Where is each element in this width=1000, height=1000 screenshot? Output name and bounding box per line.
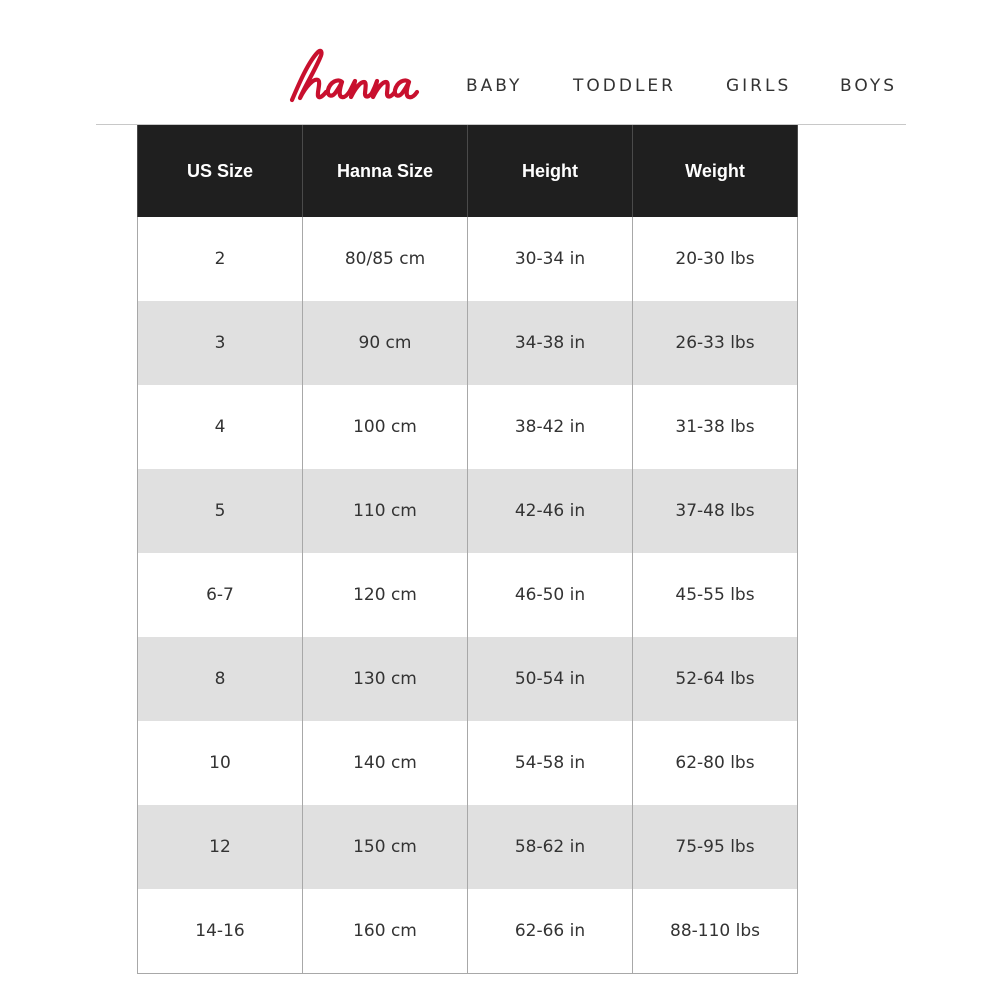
column-header-hanna-size: Hanna Size: [303, 125, 468, 217]
us-size-cell: 6-7: [138, 553, 303, 637]
category-nav: [0, 74, 1000, 100]
hanna-size-cell: 90 cm: [303, 301, 468, 385]
us-size-cell: 10: [138, 721, 303, 805]
hanna-size-cell: 130 cm: [303, 637, 468, 721]
nav-item-girls[interactable]: GIRLS: [726, 76, 792, 96]
nav-item-baby[interactable]: BABY: [466, 76, 523, 96]
weight-cell: 62-80 lbs: [633, 721, 798, 805]
size-chart-table: [137, 125, 798, 974]
weight-cell: 31-38 lbs: [633, 385, 798, 469]
us-size-cell: 8: [138, 637, 303, 721]
table-row: [138, 385, 798, 469]
us-size-cell: 2: [138, 217, 303, 301]
weight-cell: 20-30 lbs: [633, 217, 798, 301]
us-size-cell: 12: [138, 805, 303, 889]
hanna-size-cell: 110 cm: [303, 469, 468, 553]
height-cell: 54-58 in: [468, 721, 633, 805]
table-row: [138, 217, 798, 301]
table-row: [138, 721, 798, 805]
table-row: [138, 637, 798, 721]
table-row: [138, 301, 798, 385]
weight-cell: 75-95 lbs: [633, 805, 798, 889]
nav-item-toddler[interactable]: TODDLER: [573, 76, 676, 96]
weight-cell: 26-33 lbs: [633, 301, 798, 385]
column-header-weight: Weight: [633, 125, 798, 217]
us-size-cell: 5: [138, 469, 303, 553]
column-header-us-size: US Size: [138, 125, 303, 217]
hanna-size-cell: 160 cm: [303, 889, 468, 974]
weight-cell: 52-64 lbs: [633, 637, 798, 721]
weight-cell: 37-48 lbs: [633, 469, 798, 553]
weight-cell: 45-55 lbs: [633, 553, 798, 637]
height-cell: 62-66 in: [468, 889, 633, 974]
hanna-size-cell: 120 cm: [303, 553, 468, 637]
table-row: [138, 889, 798, 974]
height-cell: 38-42 in: [468, 385, 633, 469]
height-cell: 30-34 in: [468, 217, 633, 301]
hanna-size-cell: 150 cm: [303, 805, 468, 889]
height-cell: 42-46 in: [468, 469, 633, 553]
hanna-size-cell: 140 cm: [303, 721, 468, 805]
height-cell: 46-50 in: [468, 553, 633, 637]
weight-cell: 88-110 lbs: [633, 889, 798, 974]
us-size-cell: 3: [138, 301, 303, 385]
table-header-row: [138, 125, 798, 217]
us-size-cell: 4: [138, 385, 303, 469]
hanna-size-cell: 80/85 cm: [303, 217, 468, 301]
table-row: [138, 805, 798, 889]
hanna-size-cell: 100 cm: [303, 385, 468, 469]
column-header-height: Height: [468, 125, 633, 217]
table-row: [138, 553, 798, 637]
height-cell: 50-54 in: [468, 637, 633, 721]
nav-item-boys[interactable]: BOYS: [840, 76, 897, 96]
height-cell: 34-38 in: [468, 301, 633, 385]
height-cell: 58-62 in: [468, 805, 633, 889]
table-row: [138, 469, 798, 553]
us-size-cell: 14-16: [138, 889, 303, 974]
